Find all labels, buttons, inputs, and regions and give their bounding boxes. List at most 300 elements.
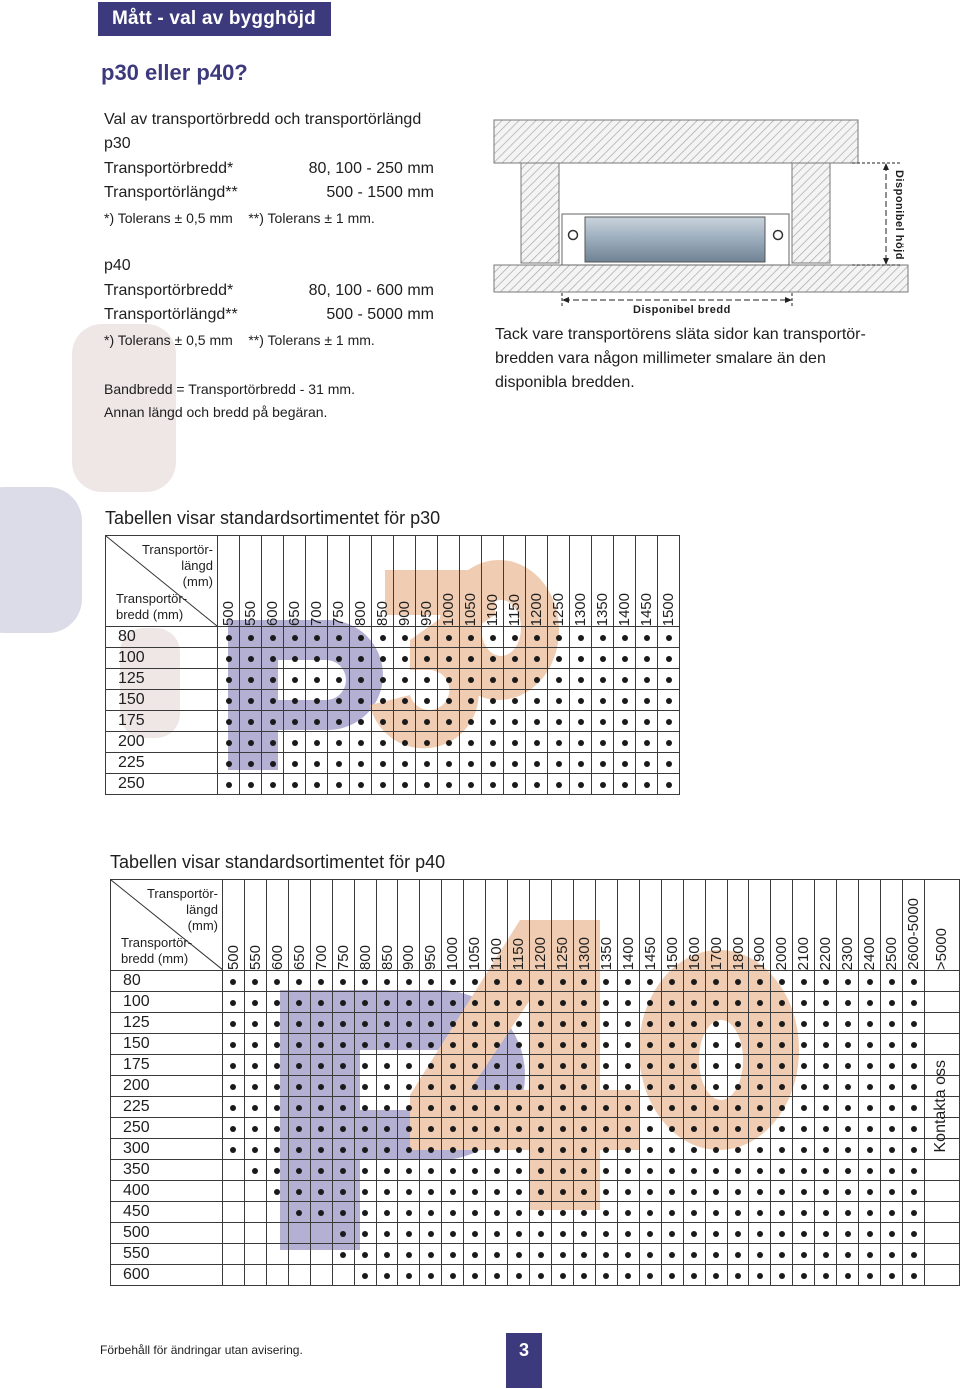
availability-cell [354,1055,376,1076]
availability-cell [552,1139,574,1160]
table-row [106,753,680,774]
availability-dot [428,1105,434,1111]
availability-dot [823,1273,829,1279]
availability-dot [889,1147,895,1153]
availability-cell [658,669,680,690]
availability-dot [625,1189,631,1195]
availability-dot [647,1000,653,1006]
availability-cell [394,711,416,732]
availability-dot [358,782,364,788]
column-header-label: 1500 [660,592,677,626]
availability-dot [380,740,386,746]
availability-cell [486,992,508,1013]
availability-dot [494,979,500,985]
availability-dot [691,1126,697,1132]
availability-cell [924,1202,959,1223]
availability-cell [530,1223,552,1244]
availability-cell [859,971,881,992]
availability-cell [504,690,526,711]
availability-cell [639,1181,661,1202]
availability-cell [266,1139,288,1160]
availability-cell [222,1265,244,1286]
availability-cell [859,1076,881,1097]
availability-dot [757,1000,763,1006]
availability-dot [603,1147,609,1153]
availability-cell [262,753,284,774]
availability-cell [614,732,636,753]
availability-dot [603,1042,609,1048]
availability-cell [639,1202,661,1223]
availability-cell [438,669,460,690]
availability-dot [867,1189,873,1195]
availability-dot [380,698,386,704]
availability-dot [603,1000,609,1006]
column-header [262,536,284,627]
availability-dot [560,979,566,985]
availability-cell [903,1181,925,1202]
availability-cell [749,1118,771,1139]
availability-cell [526,627,548,648]
availability-cell [376,992,398,1013]
availability-cell [859,1118,881,1139]
availability-cell [727,1034,749,1055]
availability-cell [859,1181,881,1202]
length-axis-label: Transportör- längd (mm) [141,542,213,589]
availability-cell [617,1265,639,1286]
availability-dot [468,635,474,641]
availability-cell [464,1055,486,1076]
availability-cell [464,1013,486,1034]
availability-cell [548,627,570,648]
width-axis-label: Transportör- bredd (mm) [121,935,193,966]
table-row [111,1181,960,1202]
row-label: 400 [111,1181,223,1202]
availability-cell [636,753,658,774]
availability-cell [486,971,508,992]
availability-dot [823,1063,829,1069]
availability-cell [438,774,460,795]
availability-cell [552,1265,574,1286]
column-header-label: 650 [290,944,308,970]
availability-dot [494,1147,500,1153]
availability-cell [222,1223,244,1244]
section-header: Mått - val av bygghöjd [98,2,331,36]
column-header-label: 650 [286,600,303,626]
column-header-label: 1450 [641,936,659,970]
availability-cell [617,1202,639,1223]
availability-dot [647,1063,653,1069]
availability-cell [288,1013,310,1034]
availability-cell [372,711,394,732]
availability-dot [713,1084,719,1090]
availability-dot [556,656,562,662]
availability-dot [406,1210,412,1216]
availability-dot [823,1042,829,1048]
availability-dot [669,1105,675,1111]
availability-cell [222,992,244,1013]
availability-dot [538,1084,544,1090]
availability-cell [552,1118,574,1139]
availability-cell [420,1013,442,1034]
availability-dot [248,740,254,746]
availability-dot [384,1021,390,1027]
availability-dot [362,1063,368,1069]
availability-cell [683,1202,705,1223]
availability-dot [666,677,672,683]
column-header [398,880,420,971]
availability-cell [881,992,903,1013]
availability-cell [859,1034,881,1055]
availability-cell [552,1097,574,1118]
availability-cell [438,690,460,711]
availability-cell [244,1013,266,1034]
availability-cell [526,648,548,669]
availability-dot [358,761,364,767]
availability-cell [595,1013,617,1034]
column-header [526,536,548,627]
availability-dot [801,1147,807,1153]
availability-cell [661,1013,683,1034]
availability-dot [494,1021,500,1027]
availability-dot [226,698,232,704]
availability-cell [420,971,442,992]
p40-table-caption: Tabellen visar standardsortimentet för p40 [110,852,446,872]
availability-cell [815,1181,837,1202]
availability-cell [284,711,306,732]
availability-dot [578,656,584,662]
availability-dot [406,1168,412,1174]
availability-dot [669,1042,675,1048]
availability-cell [376,1013,398,1034]
availability-cell [310,1118,332,1139]
availability-dot [538,1042,544,1048]
availability-cell [595,1076,617,1097]
availability-cell [570,627,592,648]
availability-cell [442,1160,464,1181]
availability-cell [548,774,570,795]
availability-cell [350,648,372,669]
availability-dot [713,1252,719,1258]
availability-dot [446,698,452,704]
column-header [548,536,570,627]
availability-cell [464,992,486,1013]
availability-cell [350,669,372,690]
availability-cell [859,1139,881,1160]
availability-cell [222,1097,244,1118]
availability-cell [924,992,959,1013]
column-header [508,880,530,971]
availability-dot [336,656,342,662]
availability-dot [362,1000,368,1006]
availability-dot [516,1084,522,1090]
availability-cell [398,1160,420,1181]
availability-dot [406,1042,412,1048]
column-header [240,536,262,627]
availability-dot [581,1084,587,1090]
availability-cell [354,1160,376,1181]
availability-dot [666,782,672,788]
availability-dot [494,1042,500,1048]
availability-cell [394,627,416,648]
column-header [218,536,240,627]
p40-length-value: 500 - 5000 mm [326,306,434,323]
availability-cell [486,1139,508,1160]
column-header [859,880,881,971]
availability-cell [306,648,328,669]
availability-cell [284,753,306,774]
column-header [328,536,350,627]
column-header [416,536,438,627]
background-shape-left [0,487,82,633]
availability-cell [903,1034,925,1055]
availability-dot [622,677,628,683]
availability-dot [578,698,584,704]
availability-cell [749,1265,771,1286]
availability-cell [592,732,614,753]
availability-cell [288,971,310,992]
availability-cell [486,1223,508,1244]
column-header-label: 750 [330,600,347,626]
column-header-label: 1800 [729,936,747,970]
availability-dot [534,740,540,746]
availability-dot [340,1000,346,1006]
availability-cell [903,971,925,992]
availability-dot [538,1063,544,1069]
availability-dot [622,719,628,725]
column-header-label: 500 [224,944,242,970]
table-row [111,1076,960,1097]
availability-dot [490,761,496,767]
p30-table-caption: Tabellen visar standardsortimentet för p30 [105,508,441,528]
availability-cell [508,1118,530,1139]
availability-dot [428,979,434,985]
column-header-label: 550 [246,944,264,970]
availability-dot [358,677,364,683]
availability-dot [556,782,562,788]
availability-dot [801,1252,807,1258]
availability-dot [534,698,540,704]
availability-cell [442,1055,464,1076]
availability-dot [340,1042,346,1048]
availability-cell [530,992,552,1013]
availability-dot [735,1210,741,1216]
availability-dot [600,761,606,767]
availability-dot [735,979,741,985]
availability-dot [578,740,584,746]
availability-dot [406,1189,412,1195]
availability-dot [472,979,478,985]
availability-dot [450,1189,456,1195]
availability-dot [666,698,672,704]
column-header [486,880,508,971]
availability-dot [581,1168,587,1174]
availability-cell [924,1265,959,1286]
availability-cell [394,690,416,711]
column-header-label: 500 [220,600,237,626]
availability-dot [845,1042,851,1048]
availability-cell [244,1181,266,1202]
column-header [592,536,614,627]
availability-dot [713,1189,719,1195]
availability-cell [482,774,504,795]
availability-cell [504,732,526,753]
availability-cell [420,1202,442,1223]
availability-cell [639,1223,661,1244]
availability-dot [516,1105,522,1111]
availability-dot [560,1231,566,1237]
availability-cell [354,1097,376,1118]
availability-cell [398,1118,420,1139]
availability-cell [859,1265,881,1286]
availability-cell [793,1034,815,1055]
availability-dot [270,782,276,788]
availability-cell [310,1244,332,1265]
availability-dot [560,1189,566,1195]
availability-cell [661,1202,683,1223]
availability-cell [464,1034,486,1055]
availability-cell [771,1181,793,1202]
availability-cell [394,732,416,753]
availability-dot [296,1063,302,1069]
availability-dot [450,1063,456,1069]
top-beam [494,120,858,163]
availability-dot [538,1021,544,1027]
availability-cell [837,1244,859,1265]
availability-cell [240,648,262,669]
availability-cell [530,1034,552,1055]
availability-dot [516,1000,522,1006]
availability-cell [526,690,548,711]
availability-dot [472,1063,478,1069]
availability-cell [639,971,661,992]
availability-cell [727,1076,749,1097]
availability-cell [460,648,482,669]
availability-dot [538,1168,544,1174]
availability-cell [815,992,837,1013]
availability-dot [248,635,254,641]
p30-length-label: Transportörlängd** [104,184,238,201]
column-header [332,880,354,971]
availability-dot [666,635,672,641]
availability-dot [669,1273,675,1279]
availability-cell [244,1244,266,1265]
availability-dot [450,979,456,985]
table-row [111,1097,960,1118]
availability-cell [592,690,614,711]
availability-cell [530,1055,552,1076]
availability-dot [644,740,650,746]
availability-dot [578,761,584,767]
availability-cell [218,753,240,774]
availability-dot [270,740,276,746]
availability-cell [464,1076,486,1097]
availability-cell [705,971,727,992]
corner-header [106,536,218,627]
availability-dot [270,656,276,662]
availability-dot [318,1210,324,1216]
availability-cell [592,774,614,795]
availability-cell [661,1160,683,1181]
availability-dot [845,1063,851,1069]
availability-dot [691,1189,697,1195]
availability-cell [639,1055,661,1076]
column-header [595,880,617,971]
availability-dot [603,1105,609,1111]
availability-cell [683,1223,705,1244]
availability-dot [274,1126,280,1132]
availability-cell [416,711,438,732]
column-header [903,880,925,971]
availability-dot [911,1273,917,1279]
availability-cell [486,1118,508,1139]
availability-cell [573,1034,595,1055]
availability-cell [438,753,460,774]
availability-cell [398,1244,420,1265]
row-label: 450 [111,1202,223,1223]
availability-dot [560,1273,566,1279]
availability-cell [526,753,548,774]
availability-cell [552,1034,574,1055]
availability-dot [428,1063,434,1069]
availability-dot [472,1084,478,1090]
availability-cell [416,669,438,690]
availability-dot [823,1147,829,1153]
availability-cell [306,774,328,795]
row-label: 125 [111,1013,223,1034]
availability-cell [416,774,438,795]
availability-dot [644,677,650,683]
availability-cell [636,669,658,690]
availability-cell [595,1202,617,1223]
availability-cell [924,1244,959,1265]
availability-dot [494,1000,500,1006]
row-label: 125 [106,669,218,690]
availability-cell [332,971,354,992]
availability-dot [314,719,320,725]
availability-dot [516,1252,522,1258]
availability-cell [705,1034,727,1055]
availability-cell [658,753,680,774]
column-header [924,880,959,971]
availability-dot [581,1063,587,1069]
row-label: 300 [111,1139,223,1160]
availability-cell [592,648,614,669]
availability-cell [240,774,262,795]
availability-cell [482,648,504,669]
availability-dot [340,1105,346,1111]
availability-dot [757,1168,763,1174]
availability-cell [924,1223,959,1244]
availability-cell [924,1013,959,1034]
availability-dot [713,1273,719,1279]
availability-dot [647,1105,653,1111]
availability-cell [372,690,394,711]
availability-dot [823,1021,829,1027]
availability-cell [683,1244,705,1265]
availability-cell [617,992,639,1013]
availability-dot [516,979,522,985]
availability-cell [570,690,592,711]
availability-cell [222,1034,244,1055]
availability-cell [240,753,262,774]
row-label: 250 [106,774,218,795]
availability-dot [252,1042,258,1048]
availability-cell [310,992,332,1013]
availability-dot [534,677,540,683]
availability-cell [306,627,328,648]
availability-cell [881,1265,903,1286]
availability-cell [288,1076,310,1097]
